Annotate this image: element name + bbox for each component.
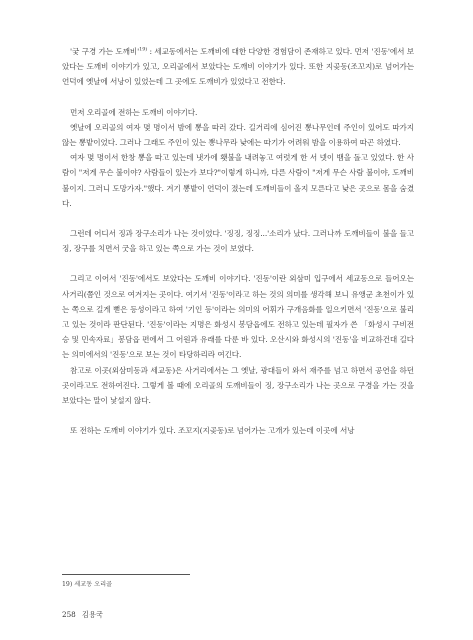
story-title: '궂 구경 가는 도깨비' xyxy=(70,47,140,56)
paragraph-origol-story-1: 옛날에 오리골의 여자 몇 명이서 밤에 뽕을 따러 갔다. 길거리에 심어진 뽕나무인데 주인이 있어도 따가지 않는 뽕밭이었다. 그러나 그래도 주인이 있는 뽕나무라 낮에는 따기가 어려워 밤을 이용하여 따곤 하였다. xyxy=(62,122,414,148)
body-text xyxy=(62,44,414,438)
paragraph-jindong: 그리고 이어서 '진동'에서도 보았다는 도깨비 이야기다. '진동'이란 외삼미 입구에서 세교동으로 들어오는 사거리(쯤인 것으로 여겨지는 곳이다. 여기서 '진동'이라고 하는 것의 의미를 생각해 보니 유앵군 초천이가 있는 쪽으로 길게 뻗은 등성이라고 하여 '기인 등'이라는 의미의 어휘가 구개음화를 일으키면서 '진동'으로 불리고 있는 것이라 판단된다. '진동'이라는 지명은 화성시 봉담읍에도 전하고 있는데 필자가 쓴 「화성시 구비전승 및 민속자료」봉담읍 편에서 그 어원과 유래를 다룬 바 있다. 오산시와 화성시의 '진동'을 비교하건대 길다는 의미에서의 '진동'으로 보는 것이 타당하리라 여긴다. xyxy=(62,274,414,360)
paragraph-origol-story-2: 여자 몇 명이서 한창 뽕을 따고 있는데 냇가에 횃불을 내려놓고 여럿게 한 서 넷이 뱀을 돌고 있었다. 한 사람이 "저게 무슨 불이야? 사람들이 있는가 보다?"이렇게 하니까, 다른 사람이 "저게 무슨 사람 불이야, 도깨비불이지. 그러니 도망가자."했다. 겨기 뽕밭이 언덕이 졌는데 도깨비들이 올지 모른다고 낮은 곳으로 몸을 숨겼다. xyxy=(62,153,414,208)
paragraph-reference: 참고로 이곳(외삼미동과 세교동)은 사거리에서는 그 옛날, 광대들이 와서 재주를 넘고 하면서 공연을 하던 곳이라고도 전하여진다. 그렇게 볼 때에 오리골의 도깨비들이 징, 장구소리가 나는 곳으로 구경을 가는 것을 보았다는 말이 낯설지 않다. xyxy=(62,365,414,406)
paragraph-intro-text: : 세교동에서는 도깨비에 대한 다양한 경험담이 존재하고 있다. 먼저 '진동'에서 보았다는 도깨비 이야기가 있고, 오리골에서 보았다는 도깨비 이야기가 있다. 또한 지곶동(조꼬지)로 넘어가는 언덕에 옛날에 서낭이 있었는데 그 곳에도 도깨비가 있었다고 전한다. xyxy=(62,47,414,87)
paragraph-jogoji: 또 전하는 도깨비 이야기가 있다. 조꼬지(지곶동)로 넘어가는 고개가 있는데 이곳에 서낭 xyxy=(70,426,355,436)
author-name: 김용국 xyxy=(82,610,103,619)
footnote-divider xyxy=(62,574,190,575)
paragraph-origol-heading: 먼저 오리골에 전하는 도깨비 이야기다. xyxy=(70,107,198,117)
paragraph-origol-story-3: 그런데 어디서 징과 장구소리가 나는 것이었다. '징징, 징징...'소리가 났다. 그러나까 도깨비들이 불을 들고 징, 장구를 치면서 굿을 하고 있는 쪽으로 가는 것이 보였다. xyxy=(62,229,414,254)
page-footer xyxy=(62,610,103,620)
page-number: 258 xyxy=(62,610,76,619)
footnote: 19) 세교동 오리골 xyxy=(62,581,113,588)
footnote-ref: 19) xyxy=(139,46,148,53)
paragraph-intro xyxy=(62,44,414,90)
